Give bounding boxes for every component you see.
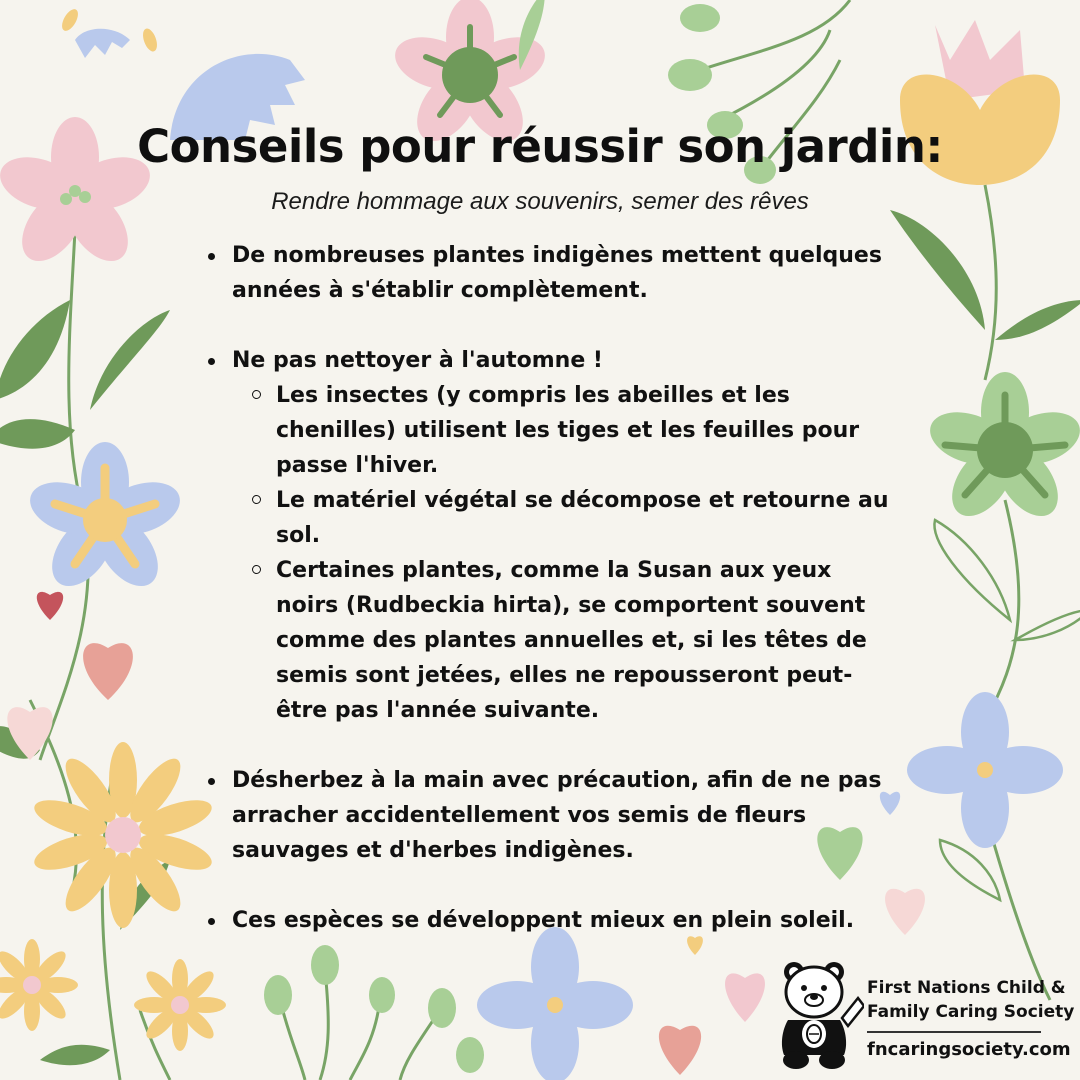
tip-item xyxy=(205,238,895,308)
org-logo xyxy=(772,960,1075,1070)
small-daisy-2 xyxy=(134,959,226,1051)
tip-item xyxy=(205,903,895,938)
sub-tip-item: Les insectes (y compris les abeilles et les chenilles) utilisent les tiges et les feuilles pour passe l'hiver. xyxy=(232,378,895,483)
teddy-bear-icon xyxy=(772,960,864,1070)
small-daisy-1 xyxy=(0,939,78,1031)
bottom-stems xyxy=(280,970,440,1080)
tip-text: Ces espèces se développent mieux en plein soleil. xyxy=(232,908,855,933)
blue-flower-right xyxy=(907,692,1063,848)
page-subtitle: Rendre hommage aux souvenirs, semer des rêves xyxy=(271,188,809,215)
right-leaves xyxy=(890,210,1080,340)
green-flower-right xyxy=(923,372,1080,527)
org-name xyxy=(867,976,1074,1024)
tip-item xyxy=(205,343,895,728)
page-title: Conseils pour réussir son jardin: xyxy=(137,120,943,173)
tip-item xyxy=(205,763,895,868)
right-stems xyxy=(985,185,1050,1000)
sub-tip-item: Certaines plantes, comme la Susan aux yeux noirs (Rudbeckia hirta), se comportent souvent comme des plantes annuelles et, si les têtes de semis sont jetées, elles ne repousseront peut-être pas l'année suivante. xyxy=(232,553,895,728)
org-name-line-2: Family Caring Society xyxy=(867,1002,1075,1022)
sub-tip-item: Le matériel végétal se décompose et retourne au sol. xyxy=(232,483,895,553)
tip-text: De nombreuses plantes indigènes mettent quelques années à s'établir complètement. xyxy=(232,243,882,303)
right-leaf-outlines xyxy=(934,520,1080,900)
tips-list xyxy=(205,238,895,938)
tip-text: Ne pas nettoyer à l'automne ! xyxy=(232,348,603,373)
sub-tips-list xyxy=(232,378,895,728)
logo-divider xyxy=(867,1031,1041,1033)
blue-flower-bottom xyxy=(477,927,633,1080)
org-website-link[interactable]: fncaringsociety.com xyxy=(867,1039,1071,1060)
tip-text: Désherbez à la main avec précaution, afin de ne pas arracher accidentellement vos semis de fleurs sauvages et d'herbes indigènes. xyxy=(232,768,882,863)
blue-flower-left xyxy=(23,442,186,597)
yellow-daisy-left xyxy=(30,742,216,928)
org-name-line-1: First Nations Child & xyxy=(867,978,1066,998)
